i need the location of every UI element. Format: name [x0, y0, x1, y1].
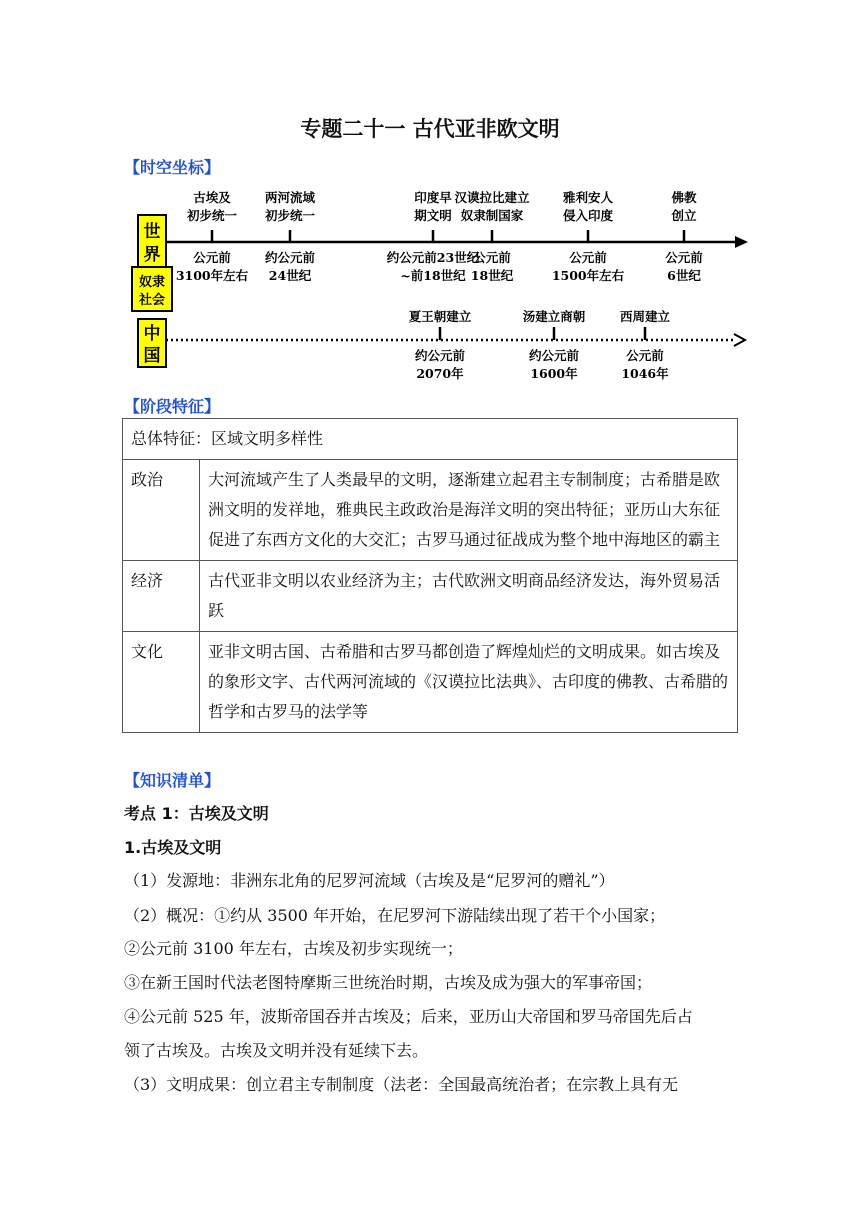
world-event-label: 印度早	[414, 190, 452, 205]
world-event-label: 初步统一	[264, 208, 316, 223]
china-event-label: 西周建立	[619, 309, 671, 324]
knowledge-line: （1）发源地：非洲东北角的尼罗河流域（古埃及是“尼罗河的赠礼”）	[124, 871, 615, 890]
knowledge-line: ②公元前 3100 年左右，古埃及初步实现统一；	[124, 939, 463, 958]
section-features-heading: 【阶段特征】	[124, 397, 221, 416]
world-event-label: 汉谟拉比建立	[454, 190, 530, 205]
world-event-label: 创立	[671, 208, 697, 223]
china-label-1: 中	[143, 324, 161, 344]
row-text-economy: 古代亚非文明以农业经济为主；古代欧洲文明商品经济发达，海外贸易活跃	[200, 561, 738, 632]
world-event-label: 佛教	[671, 190, 697, 205]
world-event-date: 约公元前	[264, 250, 316, 265]
timeline-diagram	[128, 180, 753, 385]
section-knowledge-heading: 【知识清单】	[124, 771, 221, 790]
world-event-label: 初步统一	[186, 208, 238, 223]
slave-society-label-1: 奴隶	[138, 275, 166, 290]
china-event-date: 约公元前	[414, 348, 466, 363]
knowledge-line: ③在新王国时代法老图特摩斯三世统治时期，古埃及成为强大的军事帝国；	[124, 973, 653, 992]
world-event-date: ~前18世纪	[400, 268, 466, 283]
world-label-1: 世	[143, 222, 161, 242]
table-row	[123, 632, 738, 733]
knowledge-heading: 1.古埃及文明	[124, 838, 222, 857]
table-row	[123, 460, 738, 561]
world-event-label: 古埃及	[193, 190, 231, 205]
world-event-label: 雅利安人	[562, 190, 614, 205]
features-table	[122, 418, 738, 733]
world-event-date: 24世纪	[268, 268, 312, 283]
world-event-date: 公元前	[665, 250, 703, 265]
slave-society-label-2: 社会	[138, 293, 166, 308]
row-text-culture: 亚非文明古国、古希腊和古罗马都创造了辉煌灿烂的文明成果。如古埃及的象形文字、古代两河流域的《汉谟拉比法典》、古印度的佛教、古希腊的哲学和古罗马的法学等	[200, 632, 738, 733]
world-event-date: 公元前	[473, 250, 511, 265]
row-label-economy: 经济	[123, 561, 200, 632]
page-title: 专题二十一 古代亚非欧文明	[300, 117, 560, 141]
world-axis-arrow	[735, 236, 748, 248]
world-event-date: 1500年左右	[551, 268, 625, 283]
knowledge-line: ④公元前 525 年，波斯帝国吞并古埃及；后来，亚历山大帝国和罗马帝国先后占	[124, 1007, 693, 1026]
china-axis-arrow	[734, 334, 745, 346]
world-event-date: 6世纪	[667, 268, 701, 283]
knowledge-line: （3）文明成果：创立君主专制制度（法老：全国最高统治者；在宗教上具有无	[124, 1075, 679, 1094]
knowledge-point-title: 考点 1：古埃及文明	[124, 804, 269, 823]
row-text-politics: 大河流域产生了人类最早的文明，逐渐建立起君主专制制度；古希腊是欧洲文明的发祥地，雅典民主政政治是海洋文明的突出特征；亚历山大东征促进了东西方文化的大交汇；古罗马通过征战成为整个地中海地区的霸主	[200, 460, 738, 561]
china-event-date: 约公元前	[528, 348, 580, 363]
world-label-2: 界	[143, 245, 161, 265]
world-event-date: 公元前	[569, 250, 607, 265]
knowledge-line: （2）概况：①约从 3500 年开始，在尼罗河下游陆续出现了若干个小国家；	[124, 906, 666, 925]
china-event-label: 汤建立商朝	[522, 309, 586, 324]
china-event-date: 1600年	[530, 366, 578, 381]
overall-feature: 总体特征：区域文明多样性	[123, 419, 738, 460]
china-label-2: 国	[143, 346, 161, 366]
china-event-label: 夏王朝建立	[408, 309, 472, 324]
section-coords-heading: 【时空坐标】	[124, 158, 221, 177]
world-event-label: 侵入印度	[562, 208, 614, 223]
row-label-culture: 文化	[123, 632, 200, 733]
world-event-date: 约公元前23世纪	[386, 250, 480, 265]
world-event-date: 公元前	[193, 250, 231, 265]
world-event-date: 18世纪	[470, 268, 514, 283]
china-event-date: 1046年	[621, 366, 669, 381]
world-event-label: 期文明	[414, 208, 452, 223]
china-event-date: 2070年	[416, 366, 464, 381]
knowledge-line: 领了古埃及。古埃及文明并没有延续下去。	[124, 1041, 429, 1060]
row-label-politics: 政治	[123, 460, 200, 561]
world-event-date: 3100年左右	[175, 268, 249, 283]
world-event-label: 两河流域	[264, 190, 316, 205]
china-event-date: 公元前	[626, 348, 664, 363]
table-row	[123, 561, 738, 632]
world-event-label: 奴隶制国家	[460, 208, 524, 223]
